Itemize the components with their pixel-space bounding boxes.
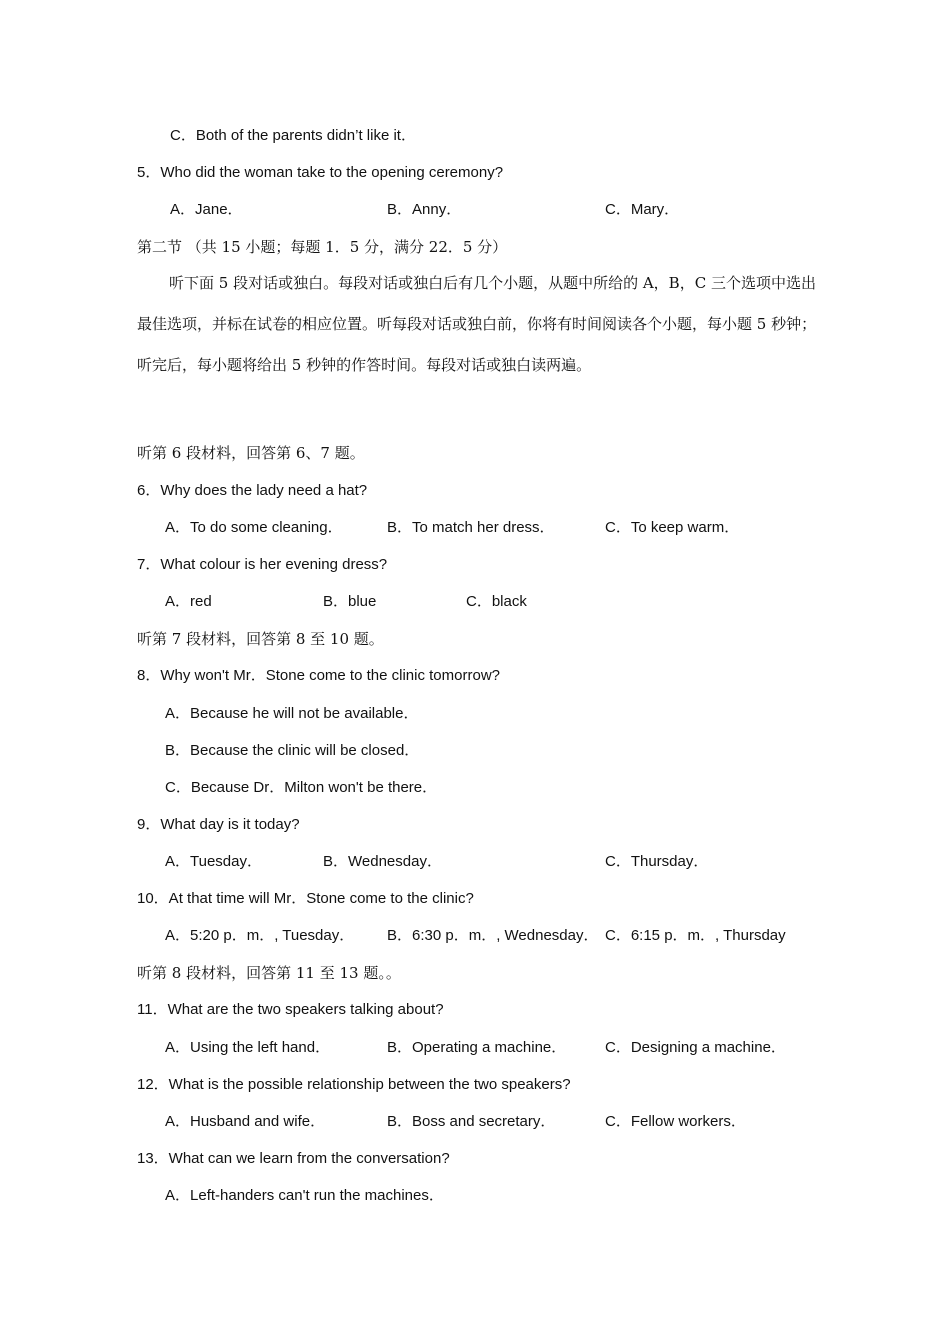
q12-option-b: B．Boss and secretary． bbox=[387, 1113, 556, 1130]
q10-option-b: B．6:30 p．m．, Wednesday． bbox=[387, 927, 599, 944]
group7-label: 听第 7 段材料，回答第 8 至 10 题。 bbox=[137, 630, 384, 648]
q13-option-a: A．Left-handers can't run the machines． bbox=[165, 1187, 444, 1204]
q6-option-a: A．To do some cleaning． bbox=[165, 519, 343, 536]
q4-option-c: C．Both of the parents didn’t like it． bbox=[170, 127, 416, 144]
q9-question: 9．What day is it today? bbox=[137, 816, 300, 833]
q11-option-a: A．Using the left hand． bbox=[165, 1039, 331, 1056]
q8-option-a: A．Because he will not be available． bbox=[165, 705, 419, 722]
group6-label: 听第 6 段材料，回答第 6、7 题。 bbox=[137, 444, 365, 462]
q13-question: 13．What can we learn from the conversation? bbox=[137, 1150, 450, 1167]
q12-question: 12．What is the possible relationship between the two speakers? bbox=[137, 1076, 571, 1093]
q6-option-b: B．To match her dress． bbox=[387, 519, 555, 536]
q5-option-a: A．Jane． bbox=[170, 201, 243, 218]
q7-question: 7．What colour is her evening dress? bbox=[137, 556, 388, 573]
q5-question: 5．Who did the woman take to the opening ceremony? bbox=[137, 164, 504, 181]
q7-option-c: C．black bbox=[466, 593, 527, 610]
q8-option-b: B．Because the clinic will be closed． bbox=[165, 742, 420, 759]
q6-option-c: C．To keep warm． bbox=[605, 519, 740, 536]
q5-option-c: C．Mary． bbox=[605, 201, 680, 218]
section2-instructions: 听下面 5 段对话或独白。每段对话或独白后有几个小题，从题中所给的 A，B，C 三个选项中选出最佳选项，并标在试卷的相应位置。听每段对话或独白前，你将有时间阅读各个小题，每小题 5 秒钟；听完后，每小题将给出 5 秒钟的作答时间。每段对话或独白读两遍。 bbox=[137, 274, 817, 374]
q10-option-a: A．5:20 p．m．, Tuesday． bbox=[165, 927, 355, 944]
q11-option-b: B．Operating a machine． bbox=[387, 1039, 567, 1056]
q12-option-c: C．Fellow workers． bbox=[605, 1113, 746, 1130]
q7-option-b: B．blue bbox=[323, 593, 377, 610]
q10-question: 10．At that time will Mr．Stone come to the clinic? bbox=[137, 890, 474, 907]
q9-option-b: B．Wednesday． bbox=[323, 853, 442, 870]
q9-option-a: A．Tuesday． bbox=[165, 853, 262, 870]
q12-option-a: A．Husband and wife． bbox=[165, 1113, 326, 1130]
q5-option-b: B．Anny． bbox=[387, 201, 462, 218]
group8-label: 听第 8 段材料，回答第 11 至 13 题。。 bbox=[137, 964, 401, 982]
q11-option-c: C．Designing a machine． bbox=[605, 1039, 786, 1056]
q10-option-c: C．6:15 p．m．, Thursday bbox=[605, 927, 786, 944]
q8-question: 8．Why won't Mr．Stone come to the clinic tomorrow? bbox=[137, 667, 500, 684]
q11-question: 11．What are the two speakers talking about? bbox=[137, 1001, 444, 1018]
q9-option-c: C．Thursday． bbox=[605, 853, 709, 870]
q6-question: 6．Why does the lady need a hat? bbox=[137, 482, 368, 499]
q7-option-a: A．red bbox=[165, 593, 212, 610]
q8-option-c: C．Because Dr．Milton won't be there． bbox=[165, 779, 438, 796]
section2-heading: 第二节 （共 15 小题；每题 1．5 分，满分 22．5 分） bbox=[137, 238, 508, 256]
